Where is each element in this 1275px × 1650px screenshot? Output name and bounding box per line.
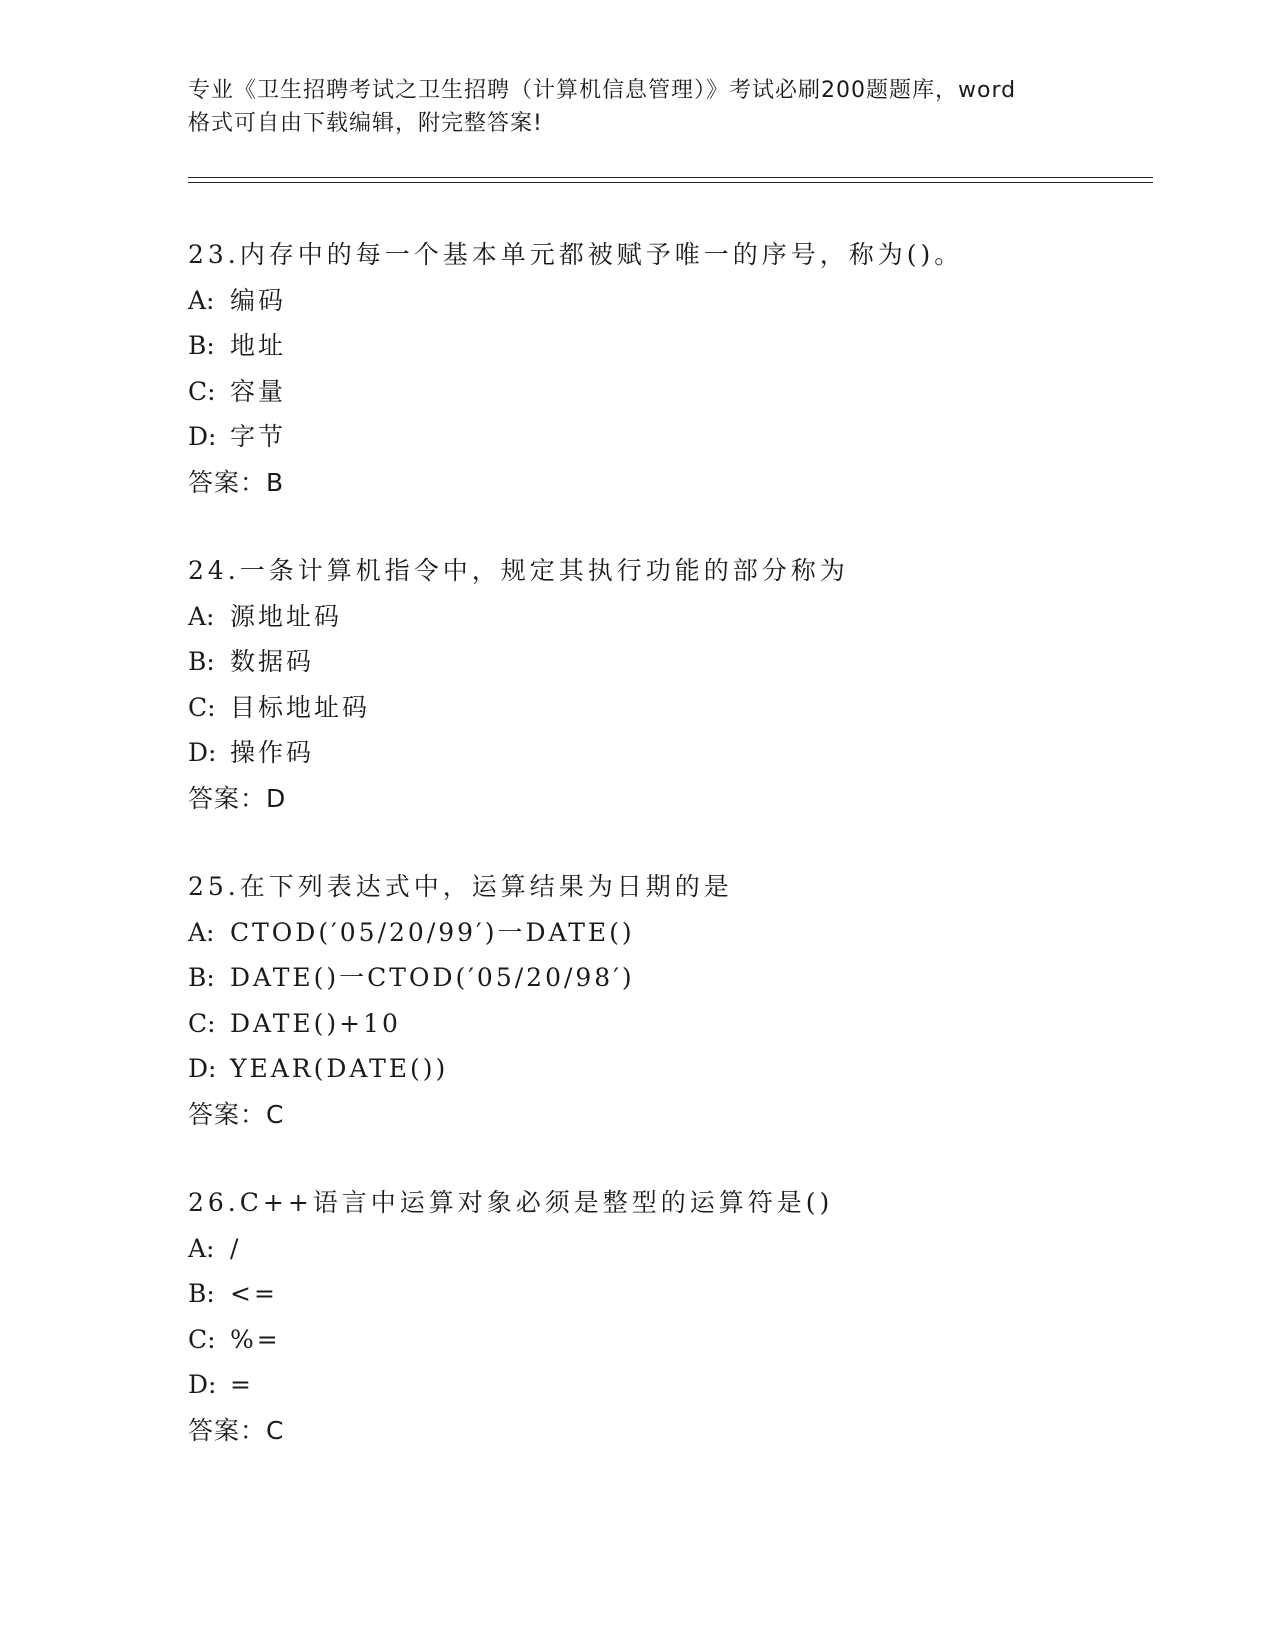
option-b [188, 1271, 1153, 1317]
option-c [188, 1001, 1153, 1047]
option-a [188, 594, 1153, 640]
question-25 [188, 864, 1153, 1137]
option-b [188, 955, 1153, 1001]
option-text: 编码 [230, 285, 287, 315]
option-letter: B: [188, 1279, 215, 1308]
answer-line: 答案：C [188, 1415, 285, 1445]
option-letter: D: [188, 1054, 217, 1083]
option-text: = [230, 1370, 254, 1399]
question-stem: 26.C++语言中运算对象必须是整型的运算符是() [188, 1188, 834, 1217]
option-text: YEAR(DATE()) [230, 1054, 449, 1083]
answer-line: 答案：B [188, 467, 285, 497]
option-letter: D: [188, 738, 217, 767]
document-header [188, 74, 1088, 140]
question-24 [188, 548, 1153, 821]
option-text: DATE()一CTOD(′05/20/98′) [230, 963, 635, 992]
option-text: %= [230, 1324, 281, 1354]
question-stem: 24.一条计算机指令中，规定其执行功能的部分称为 [188, 556, 849, 585]
option-text: 容量 [230, 376, 287, 406]
option-letter: A: [188, 1233, 215, 1263]
option-letter: A: [188, 285, 215, 315]
option-a [188, 1226, 1153, 1272]
option-c [188, 1317, 1153, 1363]
option-text: 字节 [230, 422, 287, 451]
option-letter: C: [188, 1324, 216, 1354]
header-divider-top [188, 177, 1153, 178]
option-letter: B: [188, 647, 215, 676]
option-letter: A: [188, 917, 215, 947]
option-text: 操作码 [230, 738, 315, 767]
option-b [188, 639, 1153, 685]
option-letter: C: [188, 1008, 216, 1038]
option-letter: C: [188, 692, 216, 722]
option-letter: A: [188, 601, 215, 631]
option-d [188, 1362, 1153, 1408]
option-text: / [230, 1233, 242, 1263]
option-text: DATE()+10 [230, 1008, 401, 1038]
option-a [188, 278, 1153, 324]
option-d [188, 730, 1153, 776]
option-c [188, 685, 1153, 731]
question-list [188, 232, 1153, 1496]
option-b [188, 323, 1153, 369]
option-letter: D: [188, 1370, 217, 1399]
header-line-1: 专业《卫生招聘考试之卫生招聘（计算机信息管理）》考试必刷200题题库，word [188, 78, 1017, 103]
question-23 [188, 232, 1153, 505]
header-line-2: 格式可自由下载编辑，附完整答案! [188, 111, 543, 136]
answer-line: 答案：D [188, 783, 287, 813]
question-stem: 23.内存中的每一个基本单元都被赋予唯一的序号，称为()。 [188, 240, 964, 269]
option-text: CTOD(′05/20/99′)一DATE() [230, 917, 635, 947]
option-c [188, 369, 1153, 415]
option-a [188, 910, 1153, 956]
question-26 [188, 1180, 1153, 1453]
option-text: 地址 [230, 331, 287, 360]
header-divider-bottom [188, 182, 1153, 183]
option-letter: B: [188, 963, 215, 992]
option-text: 目标地址码 [230, 692, 371, 722]
option-text: <= [230, 1279, 278, 1308]
option-letter: C: [188, 376, 216, 406]
option-d [188, 414, 1153, 460]
option-letter: D: [188, 422, 217, 451]
option-letter: B: [188, 331, 215, 360]
option-d [188, 1046, 1153, 1092]
option-text: 源地址码 [230, 601, 343, 631]
option-text: 数据码 [230, 647, 315, 676]
answer-line: 答案：C [188, 1099, 285, 1129]
question-stem: 25.在下列表达式中，运算结果为日期的是 [188, 872, 733, 901]
